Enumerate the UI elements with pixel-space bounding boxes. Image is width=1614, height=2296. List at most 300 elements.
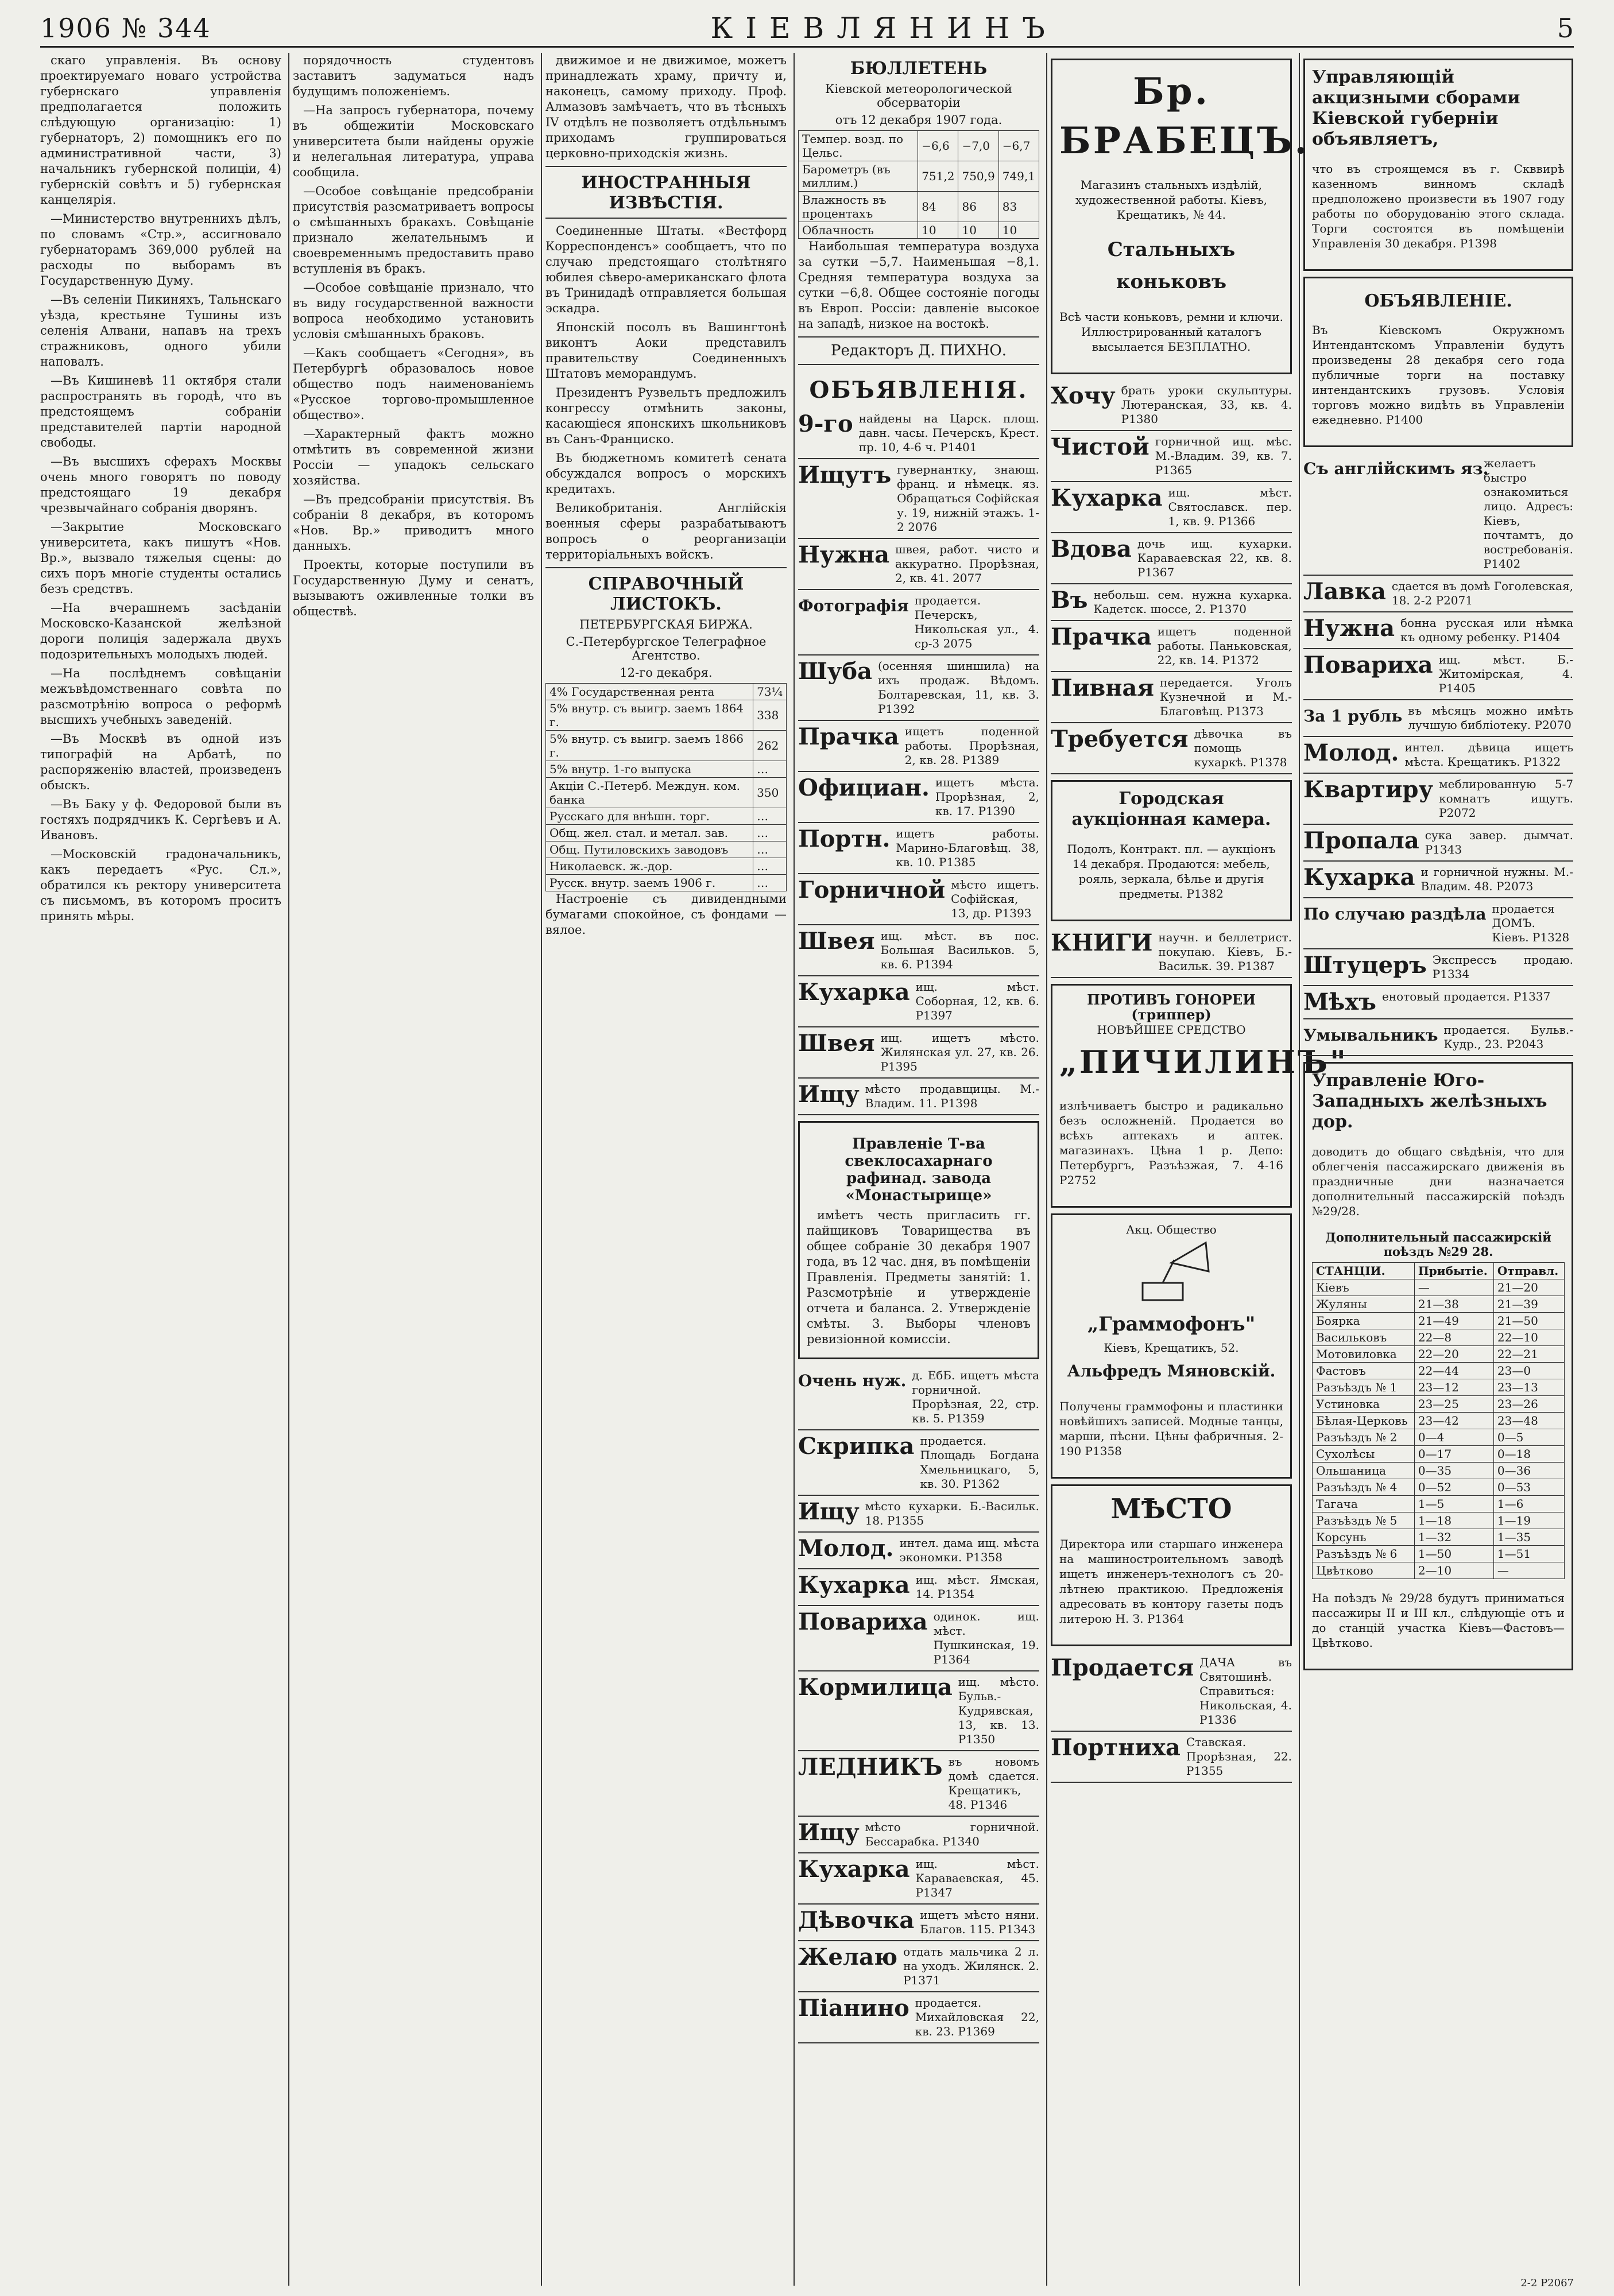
table-cell: 1—19: [1493, 1512, 1564, 1529]
classified-ad: [1051, 533, 1292, 584]
classified-ad: [1303, 774, 1573, 825]
ad-text: Экспрессъ продаю. Р1334: [1432, 953, 1573, 981]
table-cell: Русскаго для внѣшн. торг.: [546, 808, 753, 825]
table-row: [546, 858, 787, 875]
table-cell: —: [1493, 1562, 1564, 1579]
ad-text: ищетъ работы. Марино-Благовѣщ. 38, кв. 10. Р1385: [896, 827, 1039, 869]
intendant-text: Въ Кіевскомъ Окружномъ Интендантскомъ Управленіи будутъ произведены 28 декабря сего года публичные торги на поставку интендантскихъ грузовъ. Условія торговъ можно видѣть въ Управленіи ежедневно. Р1400: [1312, 323, 1565, 426]
table-cell: Фастовъ: [1313, 1363, 1415, 1379]
classified-ad: [798, 1817, 1039, 1853]
table-cell: −6,7: [998, 131, 1039, 161]
table-row: [1313, 1546, 1565, 1562]
table-cell: 21—20: [1493, 1279, 1564, 1296]
table-header-cell: Отправл.: [1493, 1263, 1564, 1279]
table-row: [799, 161, 1039, 192]
ad-text: ДАЧА въ Святошинѣ. Справиться: Никольская, 4. Р1336: [1199, 1655, 1292, 1727]
ad-keyword: Дѣвочка: [798, 1907, 915, 1934]
article-paragraph: —Особое совѣщаніе предсобраніи присутствія разсматриваетъ вопросы о смѣшанныхъ бракахъ. Совѣщаніе признало желательнымъ и своевременнымъ предоставить право вступленія въ бракъ.: [293, 184, 534, 276]
classified-ad: [1303, 825, 1573, 862]
table-cell: Разъѣздъ № 1: [1313, 1379, 1415, 1396]
ad-text: мѣсто кухарки. Б.-Васильк. 18. Р1355: [865, 1499, 1039, 1527]
ad-text: ищ. мѣст. Святославск. пер. 1, кв. 9. Р1366: [1168, 486, 1292, 528]
ad-keyword: Ищу: [798, 1081, 860, 1108]
ad-text: одинок. ищ. мѣст. Пушкинская, 19. Р1364: [933, 1609, 1039, 1666]
table-cell: 23—13: [1493, 1379, 1564, 1396]
ad-text: горничной ищ. мѣс. М.-Владим. 39, кв. 7. Р1365: [1155, 435, 1292, 477]
table-cell: …: [753, 808, 787, 825]
table-cell: 23—48: [1493, 1413, 1564, 1429]
table-cell: …: [753, 761, 787, 778]
table-cell: 338: [753, 700, 787, 731]
table-row: [1313, 1429, 1565, 1446]
auction-title: Городская аукціонная камера.: [1071, 789, 1271, 829]
classified-ad: [798, 823, 1039, 874]
ad-text: ищ. мѣсто. Бульв.-Кудрявская, 13, кв. 13. Р1350: [958, 1675, 1039, 1746]
table-cell: 0—35: [1414, 1463, 1493, 1479]
ad-keyword: Молод.: [1303, 739, 1399, 766]
table-cell: Корсунь: [1313, 1529, 1415, 1546]
table-cell: 1—50: [1414, 1546, 1493, 1562]
foreign-news-articles: [545, 223, 787, 563]
ad-keyword: Кухарка: [798, 979, 910, 1006]
table-cell: 22—20: [1414, 1346, 1493, 1363]
table-cell: 751,2: [918, 161, 958, 192]
table-cell: 10: [918, 222, 958, 239]
table-cell: 1—6: [1493, 1496, 1564, 1512]
ad-keyword: Нужна: [798, 541, 889, 568]
ad-keyword: Кухарка: [798, 1856, 910, 1883]
weather-text: Наибольшая температура воздуха за сутки −5,7. Наименьшая −8,1. Средняя температура воздуха за сутки −6,8. Общее состояніе погоды въ Европ. Россіи: давленіе высокое на западѣ, низкое на востокѣ.: [798, 239, 1039, 331]
classified-ad: [1303, 700, 1573, 737]
editor-line: Редакторъ Д. ПИХНО.: [831, 342, 1007, 359]
table-cell: Мотовиловка: [1313, 1346, 1415, 1363]
ad-keyword: Ищу: [798, 1498, 860, 1525]
ad-keyword: 9-го: [798, 410, 853, 437]
table-cell: …: [753, 875, 787, 891]
ad-text: отдать мальчика 2 л. на уходъ. Жилянск. 2. Р1371: [903, 1945, 1039, 1987]
article-paragraph: —На вчерашнемъ засѣданіи Московско-Казанской желѣзной дороги полиція задержала двухъ подозрительныхъ молодыхъ людей.: [40, 601, 281, 661]
divider: [798, 364, 1039, 365]
ad-text: желаетъ быстро ознакомиться лицо. Адресъ: Кіевъ, почтамтъ, до востребованія. Р1402: [1483, 456, 1573, 571]
ad-text: продается. Площадь Богдана Хмельницкаго, 5, кв. 30. Р1362: [920, 1434, 1039, 1491]
classified-ad: [798, 1365, 1039, 1430]
table-cell: 1—51: [1493, 1546, 1564, 1562]
table-cell: 21—38: [1414, 1296, 1493, 1313]
gramophone-text: Получены граммофоны и пластинки новѣйшихъ записей. Модные танцы, марши, пѣсни. Цѣны фабричныя. 2-190 Р1358: [1059, 1399, 1283, 1458]
table-cell: Васильковъ: [1313, 1329, 1415, 1346]
classified-ad: [798, 1027, 1039, 1079]
table-cell: 10: [958, 222, 998, 239]
classified-ad: [1051, 621, 1292, 672]
table-row: [1313, 1512, 1565, 1529]
ad-text: небольш. сем. нужна кухарка. Кадетск. шоссе, 2. Р1370: [1093, 588, 1292, 616]
ad-text: интел. дѣвица ищетъ мѣста. Крещатикъ. Р1322: [1404, 740, 1573, 769]
table-row: [799, 222, 1039, 239]
article-paragraph: —Московскій градоначальникъ, какъ передаетъ «Рус. Сл.», обратился къ ректору университета съ письмомъ, въ которомъ проситъ принять мѣры.: [40, 847, 281, 923]
table-cell: 23—25: [1414, 1396, 1493, 1413]
gramophone-icon: [1131, 1237, 1212, 1306]
table-row: [1313, 1446, 1565, 1463]
classified-ad: [798, 1533, 1039, 1569]
ad-keyword: Фотографія: [798, 596, 909, 615]
books-ad: [1051, 927, 1292, 978]
brabets-text: Магазинъ стальныхъ издѣлій, художественной работы. Кіевъ, Крещатикъ, № 44.: [1075, 178, 1267, 222]
article-paragraph: —На послѣднемъ совѣщаніи межъвѣдомственнаго совѣта по разсмотрѣнію вопроса о реформѣ высшихъ учебныхъ заведеній.: [40, 666, 281, 727]
table-cell: …: [753, 825, 787, 841]
table-cell: 5% внутр. съ выигр. заемъ 1864 г.: [546, 700, 753, 731]
table-cell: 23—26: [1493, 1396, 1564, 1413]
ad-text: гувернантку, знающ. франц. и нѣмецк. яз. Обращаться Софійская у. 19, нижній этажъ. 1-2 2076: [897, 463, 1039, 534]
table-row: [546, 825, 787, 841]
classified-ad: [1303, 986, 1573, 1019]
ad-text: ищ. мѣст. Соборная, 12, кв. 6. Р1397: [915, 980, 1039, 1022]
ad-keyword: Портниха: [1051, 1734, 1180, 1761]
table-cell: Темпер. возд. по Цельс.: [799, 131, 918, 161]
ad-keyword: Умывальникъ: [1303, 1026, 1438, 1045]
classified-ad: [1051, 380, 1292, 431]
table-row: [546, 875, 787, 891]
auction-text: Подолъ, Контракт. пл. — аукціонъ 14 декабря. Продаются: мебель, рояль, зеркала, бѣлье и другія предметы. Р1382: [1067, 842, 1276, 901]
column-2-articles: [293, 53, 534, 619]
table-cell: Жуляны: [1313, 1296, 1415, 1313]
footer-code: 2-2 Р2067: [1520, 2277, 1574, 2289]
ad-text: дочь ищ. кухарки. Караваевская 22, кв. 8. Р1367: [1137, 537, 1292, 579]
table-cell: 1—5: [1414, 1496, 1493, 1512]
ad-keyword: Официан.: [798, 774, 930, 801]
classified-ad: [798, 408, 1039, 459]
table-cell: Разъѣздъ № 4: [1313, 1479, 1415, 1496]
table-cell: Цвѣтково: [1313, 1562, 1415, 1579]
table-cell: 5% внутр. 1-го выпуска: [546, 761, 753, 778]
table-row: [799, 131, 1039, 161]
table-cell: Кіевъ: [1313, 1279, 1415, 1296]
column-3: [545, 53, 795, 2286]
table-cell: 4% Государственная рента: [546, 684, 753, 700]
article-paragraph: —Въ Кишиневѣ 11 октября стали распространять въ городѣ, что въ предстоящемъ собраніи представителей партіи народной свободы.: [40, 374, 281, 449]
ad-text: ищетъ мѣсто няни. Благов. 115. Р1343: [920, 1908, 1039, 1936]
table-cell: Николаевск. ж.-дор.: [546, 858, 753, 875]
ad-keyword: Очень нуж.: [798, 1371, 907, 1390]
english-ad: [1303, 453, 1573, 576]
table-row: [546, 761, 787, 778]
article-paragraph: Проекты, которые поступили въ Государственную Думу и сенатъ, вызываютъ оживленные толки въ обществѣ.: [293, 558, 534, 618]
intendant-title: ОБЪЯВЛЕНІЕ.: [1364, 291, 1512, 311]
brabets-title: Бр. БРАБЕЦЪ.: [1059, 70, 1310, 162]
table-row: [1313, 1529, 1565, 1546]
ad-text: мѣсто ищетъ. Софійская, 13, др. Р1393: [951, 878, 1039, 920]
classified-ad: [798, 1606, 1039, 1671]
table-row: [1313, 1413, 1565, 1429]
table-cell: 84: [918, 192, 958, 222]
pichilin-title: „ПИЧИЛИНЪ": [1059, 1044, 1348, 1080]
article-paragraph: Великобританія. Англійскія военныя сферы разрабатываютъ вопросъ о реорганизаціи территоріальныхъ войскъ.: [545, 501, 787, 561]
ad-text: меблированную 5-7 комнатъ ищутъ. Р2072: [1439, 777, 1573, 820]
divider: [545, 567, 787, 568]
classified-ad: [1303, 949, 1573, 986]
ad-text: ищ. ищетъ мѣсто. Жилянская ул. 27, кв. 26. Р1395: [880, 1031, 1039, 1073]
ad-text: найдены на Царск. площ. давн. часы. Печерскъ, Крест. пр. 10, 4-6 ч. Р1401: [858, 412, 1039, 454]
table-cell: 350: [753, 778, 787, 808]
column-1: [40, 53, 289, 2286]
table-cell: 22—8: [1414, 1329, 1493, 1346]
table-cell: 21—49: [1414, 1313, 1493, 1329]
table-cell: Общ. жел. стал. и метал. зав.: [546, 825, 753, 841]
ad-text: (осенняя шиншила) на ихъ продаж. Вѣдомъ. Болтаревская, 11, кв. 3. Р1392: [877, 659, 1039, 716]
ads-title: ОБЪЯВЛЕНІЯ.: [809, 377, 1028, 404]
classified-ad: [798, 1430, 1039, 1496]
train-schedule-table: [1312, 1262, 1565, 1579]
ad-keyword: Лавка: [1303, 578, 1386, 605]
ad-keyword: Пропала: [1303, 827, 1419, 854]
article-paragraph: —Закрытие Московскаго университета, какъ пишутъ «Нов. Вр.», вызвало тяжелыя сцены: до сихъ поръ многіе студенты остались безъ средствъ.: [40, 520, 281, 596]
ad-keyword: Швея: [798, 1030, 875, 1057]
table-row: [799, 192, 1039, 222]
classified-ad: [798, 590, 1039, 656]
board-notice: [798, 1121, 1039, 1359]
classified-ad: [798, 1751, 1039, 1817]
classified-ad: [1051, 1732, 1292, 1783]
ad-text: ищетъ поденной работы. Прорѣзная, 2, кв. 28. Р1389: [904, 724, 1039, 767]
table-row: [546, 700, 787, 731]
table-cell: Русск. внутр. заемъ 1906 г.: [546, 875, 753, 891]
exchange-date: 12-го декабря.: [620, 666, 713, 680]
gramophone-owner: Альфредъ Мяновскій.: [1067, 1362, 1276, 1380]
classified-ad: [798, 459, 1039, 539]
table-cell: Ольшаница: [1313, 1463, 1415, 1479]
table-cell: Влажность въ процентахъ: [799, 192, 918, 222]
table-header-cell: СТАНЦІИ.: [1313, 1263, 1415, 1279]
article-text: движимое и не движимое, можетъ принадлежать храму, причту и, наконецъ, самому приходу. Проф. Алмазовъ замѣчаетъ, что въ тѣсныхъ ІV отдѣлъ не позволяетъ отдѣльнымъ приходамъ группироваться церковно-приходскія жизнь.: [545, 53, 787, 160]
classified-ads: [798, 408, 1039, 1115]
ad-keyword: Горничной: [798, 876, 946, 903]
classified-ad: [798, 1992, 1039, 2043]
article-paragraph: —Какъ сообщаетъ «Сегодня», въ Петербургѣ образовалось новое общество подъ наименованіемъ «Русское торгово-промышленное общество».: [293, 346, 534, 422]
ad-keyword: Квартиру: [1303, 776, 1434, 803]
board-text: имѣетъ честь пригласить гг. пайщиковъ Товарищества въ общее собраніе 30 декабря 1907 года, въ 12 час. дня, въ помѣщеніи Правленія. Предметы занятій: 1. Разсмотрѣніе и утвержденіе отчета и баланса. 2. Утвержденіе смѣты. 3. Выборы членовъ ревизіонной комиссіи.: [807, 1208, 1031, 1346]
place-text: Директора или старшаго инженера на машиностроительномъ заводѣ ищетъ инженеръ-технологъ съ 20-лѣтнею практикою. Предложенія адресовать въ контору газеты подъ литерою Н. З. Р1364: [1059, 1537, 1283, 1626]
page-number: 5: [1557, 13, 1574, 44]
ad-text: енотовый продается. Р1337: [1381, 990, 1551, 1003]
ad-text: сдается въ домѣ Гоголевская, 18. 2-2 Р2071: [1391, 579, 1573, 607]
ad-keyword: Портн.: [798, 825, 891, 852]
ad-keyword: Прачка: [1051, 623, 1152, 650]
telegraph-agency: С.-Петербургское Телеграфное Агентство.: [566, 635, 767, 662]
table-cell: 21—39: [1493, 1296, 1564, 1313]
classified-ad: [798, 721, 1039, 772]
classified-ad: [1051, 723, 1292, 774]
table-cell: Разъѣздъ № 5: [1313, 1512, 1415, 1529]
classified-ad: [1051, 431, 1292, 482]
classified-ad: [798, 656, 1039, 721]
ad-keyword: Вдова: [1051, 536, 1132, 563]
ad-keyword: Ищу: [798, 1819, 860, 1846]
ad-text: мѣсто горничной. Бессарабка. Р1340: [865, 1820, 1039, 1848]
table-cell: 1—35: [1493, 1529, 1564, 1546]
table-row: [1313, 1379, 1565, 1396]
table-cell: Устиновка: [1313, 1396, 1415, 1413]
ad-keyword: Кухарка: [1051, 484, 1163, 511]
classified-ad: [1303, 737, 1573, 774]
table-cell: Разъѣздъ № 2: [1313, 1429, 1415, 1446]
article-paragraph: —Въ селеніи Пикиняхъ, Тальнскаго уѣзда, крестьяне Тушины изъ селенія Алвани, напавъ на трехъ стражниковъ, одного убили наповалъ.: [40, 293, 281, 369]
ad-keyword: По случаю раздѣла: [1303, 905, 1487, 924]
ad-text: научн. и беллетрист. покупаю. Кіевъ, Б.-Васильк. 39. Р1387: [1158, 930, 1292, 973]
ad-keyword: Въ: [1051, 587, 1088, 614]
ad-keyword: Хочу: [1051, 382, 1116, 409]
table-row: [1313, 1363, 1565, 1379]
newspaper-title: КІЕВЛЯНИНЪ: [710, 11, 1058, 45]
table-cell: Барометръ (въ миллим.): [799, 161, 918, 192]
table-row: [1313, 1279, 1565, 1296]
article-paragraph: —Министерство внутреннихъ дѣлъ, по словамъ «Стр.», ассигновало губернаторамъ 369,000 рублей на расходы по выборамъ въ Государственную Думу.: [40, 212, 281, 288]
classified-ad: [798, 976, 1039, 1027]
classified-ad: [798, 1853, 1039, 1905]
classified-ad: [798, 772, 1039, 823]
weather-table: [798, 130, 1039, 239]
table-cell: 0—52: [1414, 1479, 1493, 1496]
ad-text: и горничной нужны. М.-Владим. 48. Р2073: [1421, 865, 1573, 893]
table-cell: 1—18: [1414, 1512, 1493, 1529]
ad-keyword: Кухарка: [798, 1572, 910, 1599]
table-cell: −7,0: [958, 131, 998, 161]
table-row: [1313, 1296, 1565, 1313]
classified-ad: [798, 874, 1039, 925]
table-cell: …: [753, 858, 787, 875]
table-cell: 262: [753, 731, 787, 761]
table-row: [546, 841, 787, 858]
table-cell: Акціи С.-Петерб. Междун. ком. банка: [546, 778, 753, 808]
railway-title: Управленіе Юго-Западныхъ желѣзныхъ дор.: [1312, 1071, 1547, 1132]
column-4: [798, 53, 1047, 2286]
exchange-note: Настроеніе съ дивидендными бумагами спокойное, съ фондами — вялое.: [545, 892, 787, 937]
excise-text: что въ строящемся въ г. Скввирѣ казенномъ винномъ складѣ предположено произвести въ 1907 году работы по оборудованію этого склада. Торги состоятся въ помѣщеніи Управленія 30 декабря. Р1398: [1312, 162, 1565, 250]
ad-text: бонна русская или нѣмка къ одному ребенку. Р1404: [1400, 616, 1573, 644]
pichilin-pre: ПРОТИВЪ ГОНОРЕИ (триппер): [1087, 991, 1256, 1023]
table-cell: 749,1: [998, 161, 1039, 192]
excise-title: Управляющій акцизными сборами Кіевской губерніи объявляетъ,: [1312, 67, 1520, 149]
ad-keyword: Кухарка: [1303, 864, 1415, 891]
ad-text: ищ. мѣст. Ямская, 14. Р1354: [915, 1573, 1039, 1601]
table-cell: 10: [998, 222, 1039, 239]
pichilin-sub: НОВѢЙШЕЕ СРЕДСТВО: [1097, 1023, 1246, 1037]
table-cell: 22—10: [1493, 1329, 1564, 1346]
ad-text: ищ. мѣст. въ пос. Большая Васильков. 5, кв. 6. Р1394: [880, 929, 1039, 971]
ad-keyword: Повариха: [1303, 651, 1433, 678]
divider: [545, 166, 787, 167]
foreign-news-title: ИНОСТРАННЫЯ ИЗВѢСТІЯ.: [581, 173, 751, 213]
exchange-table: [545, 683, 787, 891]
table-cell: …: [753, 841, 787, 858]
article-paragraph: —Особое совѣщаніе признало, что въ виду государственной важности вопроса необходимо установить условія смѣшанныхъ браковъ.: [293, 281, 534, 341]
ad-text: д. ЕбБ. ищетъ мѣста горничной. Прорѣзная, 22, стр. кв. 5. Р1359: [912, 1368, 1039, 1425]
table-cell: 2—10: [1414, 1562, 1493, 1579]
table-header-cell: Прибытіе.: [1414, 1263, 1493, 1279]
issue-number: 1906 № 344: [40, 13, 211, 44]
ad-text: Ставская. Прорѣзная, 22. Р1355: [1186, 1735, 1292, 1778]
table-row: [1313, 1396, 1565, 1413]
classified-ads-2: [798, 1365, 1039, 2043]
ad-keyword: Нужна: [1303, 615, 1395, 642]
classified-ad: [1051, 482, 1292, 533]
table-row: [1313, 1562, 1565, 1579]
classified-ad: [1303, 649, 1573, 700]
classified-ad: [798, 1496, 1039, 1533]
table-row: [546, 684, 787, 700]
ad-keyword: Швея: [798, 928, 875, 955]
classified-ad: [1051, 1652, 1292, 1732]
table-cell: Бѣлая-Церковь: [1313, 1413, 1415, 1429]
article-paragraph: —Характерный фактъ можно отмѣтить въ современной жизни Россіи — упадокъ сельскаго хозяйства.: [293, 427, 534, 487]
railway-text: доводитъ до общаго свѣдѣнія, что для облегченія пассажирскаго движенія въ праздничные дни назначается дополнительный пассажирскій поѣздъ №29/28.: [1312, 1145, 1565, 1218]
skates-text: Всѣ части коньковъ, ремни и ключи. Иллюстрированный каталогъ высылается БЕЗПЛАТНО.: [1059, 310, 1283, 354]
place-ad: [1051, 1484, 1292, 1646]
table-cell: —: [1414, 1279, 1493, 1296]
article-paragraph: —Въ высшихъ сферахъ Москвы очень много говорятъ по поводу предстоящаго 19 декабря чрезвычайнаго собранія дворянъ.: [40, 455, 281, 515]
ad-text: ищ. мѣст. Б.-Житомірская, 4. Р1405: [1438, 653, 1573, 695]
ad-keyword: Молод.: [798, 1535, 894, 1562]
column-2: [293, 53, 542, 2286]
classified-ads: [1303, 576, 1573, 1056]
table-row: [1313, 1313, 1565, 1329]
table-row: [1313, 1346, 1565, 1363]
ad-keyword: Пивная: [1051, 674, 1154, 701]
ad-keyword: ЛЕДНИКЪ: [798, 1754, 943, 1781]
bulletin-date: отъ 12 декабря 1907 года.: [835, 113, 1003, 127]
ad-keyword: Прачка: [798, 723, 899, 750]
article-paragraph: Японскій посолъ въ Вашингтонѣ виконтъ Аоки представилъ правительству Соединенныхъ Штатовъ меморандумъ.: [545, 320, 787, 381]
masthead: [40, 10, 1574, 48]
pichilin-text: излѣчиваетъ быстро и радикально безъ осложненій. Продается во всѣхъ аптекахъ и аптек. магазинахъ. Цѣна 1 р. Депо: Петербургъ, Разъѣзжая, 7. 4-16 Р2752: [1059, 1099, 1283, 1187]
ad-keyword: Ищутъ: [798, 461, 892, 488]
table-cell: 22—44: [1414, 1363, 1493, 1379]
gramophone-title: „Граммофонъ": [1087, 1313, 1256, 1336]
table-row: [1313, 1329, 1565, 1346]
bulletin-title: БЮЛЛЕТЕНЬ: [850, 59, 988, 79]
table-cell: 86: [958, 192, 998, 222]
classified-ad: [1303, 576, 1573, 612]
table-cell: 750,9: [958, 161, 998, 192]
classified-ads: [1051, 380, 1292, 774]
classified-ad: [798, 1671, 1039, 1751]
ad-text: продается. Михайловская 22, кв. 23. Р1369: [915, 1996, 1039, 2038]
table-cell: Облачность: [799, 222, 918, 239]
classified-ad: [1051, 672, 1292, 723]
classified-ad: [1303, 1019, 1573, 1056]
table-cell: Тагача: [1313, 1496, 1415, 1512]
ad-keyword: КНИГИ: [1051, 929, 1153, 956]
article-paragraph: —Въ Москвѣ въ одной изъ типографій на Арбатѣ, по распоряженію властей, произведенъ обыскъ.: [40, 732, 281, 792]
gramophone-ad: [1051, 1213, 1292, 1479]
classified-ad: [1051, 584, 1292, 621]
table-cell: 22—21: [1493, 1346, 1564, 1363]
table-cell: 21—50: [1493, 1313, 1564, 1329]
ad-keyword: Съ англійскимъ яз.: [1303, 459, 1489, 478]
classified-ads-2: [1051, 1652, 1292, 1783]
divider: [798, 336, 1039, 338]
article-paragraph: Президентъ Рузвельтъ предложилъ конгрессу отмѣнить законы, касающіеся японскихъ школьниковъ въ Санъ-Франциско.: [545, 386, 787, 446]
article-paragraph: Въ бюджетномъ комитетѣ сената обсуждался вопросъ о морскихъ кредитахъ.: [545, 451, 787, 496]
gramophone-address: Кіевъ, Крещатикъ, 52.: [1104, 1341, 1239, 1355]
ad-text: въ новомъ домѣ сдается. Крещатикъ, 48. Р1346: [948, 1755, 1039, 1812]
auction-ad: [1051, 780, 1292, 921]
ad-text: швея, работ. чисто и аккуратно. Прорѣзная, 2, кв. 41. 2077: [895, 542, 1039, 585]
table-cell: 0—17: [1414, 1446, 1493, 1463]
ad-keyword: Скрипка: [798, 1433, 915, 1460]
classified-ad: [798, 1905, 1039, 1941]
divider: [545, 218, 787, 219]
ad-text: въ мѣсяцъ можно имѣть лучшую библіотеку. Р2070: [1408, 704, 1573, 732]
ad-keyword: Штуцеръ: [1303, 952, 1427, 979]
